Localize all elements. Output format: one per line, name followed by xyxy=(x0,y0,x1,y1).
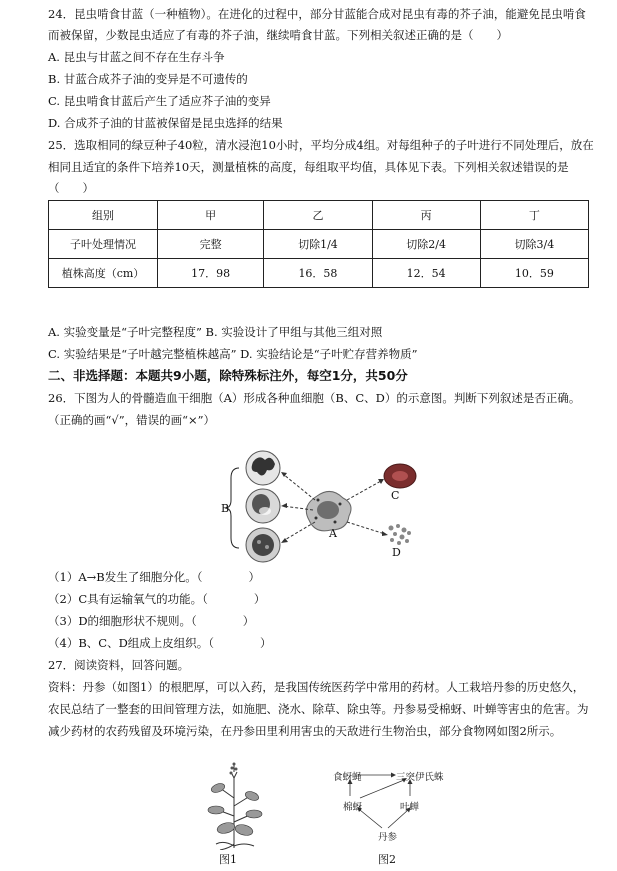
q25-stem-line2: 相同且适宜的条件下培养10天，测量植株的高度，每组取平均值，具体见下表。下列相关叙述错误的是 xyxy=(48,160,569,174)
food-web-spider: 三突伊氏蛛 xyxy=(396,772,444,783)
food-web-hoverfly: 食蚜蝇 xyxy=(333,772,362,783)
table-cell: 完整 xyxy=(158,230,264,259)
label-c: C xyxy=(391,489,400,502)
blood-cell-diagram xyxy=(215,448,420,568)
table-cell: 切除2/4 xyxy=(372,230,480,259)
q25-stem-line3: （ ） xyxy=(48,181,94,195)
q26-item-4: （4）B、C、D组成上皮组织。（ ） xyxy=(48,636,272,650)
q25-table xyxy=(48,200,589,288)
table-cell: 切除1/4 xyxy=(264,230,372,259)
white-blood-cell-2 xyxy=(246,489,280,523)
q24-option-d: D. 合成芥子油的甘蓝被保留是昆虫选择的结果 xyxy=(48,116,283,130)
white-blood-cell-3 xyxy=(246,528,280,562)
table-cell: 切除3/4 xyxy=(480,230,588,259)
table-cell: 植株高度（cm） xyxy=(49,259,158,288)
table-cell: 10．59 xyxy=(480,259,588,288)
white-blood-cell-1 xyxy=(246,451,280,485)
q27-para-line1: 资料：丹参（如图1）的根肥厚，可以入药，是我国传统医药学中常用的药材。人工栽培丹参的历史悠久， xyxy=(48,680,585,694)
table-row xyxy=(49,230,589,259)
q25-stem-line1: 25．选取相同的绿豆种子40粒，清水浸泡10小时，平均分成4组。对每组种子的子叶进行不同处理后，放在 xyxy=(48,138,594,152)
salvia-plant-illustration xyxy=(198,758,270,850)
table-header-cell: 甲 xyxy=(158,201,264,230)
q27-stem: 27．阅读资料，回答问题。 xyxy=(48,658,190,672)
table-header-cell: 丙 xyxy=(372,201,480,230)
figure-2-caption: 图2 xyxy=(378,853,396,866)
section-2-heading: 二、非选择题：本题共9小题，除特殊标注外，每空1分，共50分 xyxy=(48,368,408,383)
q27-para-line2: 农民总结了一整套的田间管理方法，如施肥、浇水、除草、除虫等。丹参易受棉蚜、叶蝉等害虫的危害。为 xyxy=(48,702,589,716)
label-b: B xyxy=(221,502,230,515)
table-header-cell: 乙 xyxy=(264,201,372,230)
q27-para-line3: 减少药材的农药残留及环境污染，在丹参田里利用害虫的天敌进行生物治虫，部分食物网如图2所示。 xyxy=(48,724,562,738)
q25-options-ab: A. 实验变量是“子叶完整程度” B. 实验设计了甲组与其他三组对照 xyxy=(48,325,383,339)
figure-1-caption: 图1 xyxy=(219,853,237,866)
table-header-cell: 丁 xyxy=(480,201,588,230)
table-row xyxy=(49,259,589,288)
table-cell: 12．54 xyxy=(372,259,480,288)
q26-stem-line2: （正确的画“√”，错误的画“×”） xyxy=(48,413,215,427)
q24-stem-line1: 24．昆虫啃食甘蓝（一种植物）。在进化的过程中，部分甘蓝能合成对昆虫有毒的芥子油，能避免昆虫啃食 xyxy=(48,7,586,21)
food-web-salvia: 丹参 xyxy=(378,832,398,843)
food-web-leafhopper: 叶蝉 xyxy=(400,802,420,813)
q26-item-2: （2）C具有运输氧气的功能。（ ） xyxy=(48,592,266,606)
food-web-aphid: 棉蚜 xyxy=(343,802,363,813)
q24-option-a: A. 昆虫与甘蓝之间不存在生存斗争 xyxy=(48,50,225,64)
q26-stem-line1: 26．下图为人的骨髓造血干细胞（A）形成各种血细胞（B、C、D）的示意图。判断下列叙述是否正确。 xyxy=(48,391,581,405)
q26-item-3: （3）D的细胞形状不规则。（ ） xyxy=(48,614,255,628)
label-a: A xyxy=(329,527,337,540)
stem-cell-a xyxy=(306,491,351,530)
platelets-d xyxy=(389,524,412,545)
table-cell: 17．98 xyxy=(158,259,264,288)
red-blood-cell-c xyxy=(384,464,416,488)
q24-stem-line2: 而被保留，少数昆虫适应了有毒的芥子油，继续啃食甘蓝。下列相关叙述正确的是（ ） xyxy=(48,28,508,42)
q24-option-b: B. 甘蓝合成芥子油的变异是不可遗传的 xyxy=(48,72,248,86)
table-header-cell: 组别 xyxy=(49,201,158,230)
label-d: D xyxy=(392,546,401,559)
q25-options-cd: C. 实验结果是“子叶越完整植株越高” D. 实验结论是“子叶贮存营养物质” xyxy=(48,347,418,361)
table-cell: 子叶处理情况 xyxy=(49,230,158,259)
q24-option-c: C. 昆虫啃食甘蓝后产生了适应芥子油的变异 xyxy=(48,94,271,108)
table-cell: 16．58 xyxy=(264,259,372,288)
table-header-row xyxy=(49,201,589,230)
q26-item-1: （1）A→B发生了细胞分化。（ ） xyxy=(48,570,260,584)
